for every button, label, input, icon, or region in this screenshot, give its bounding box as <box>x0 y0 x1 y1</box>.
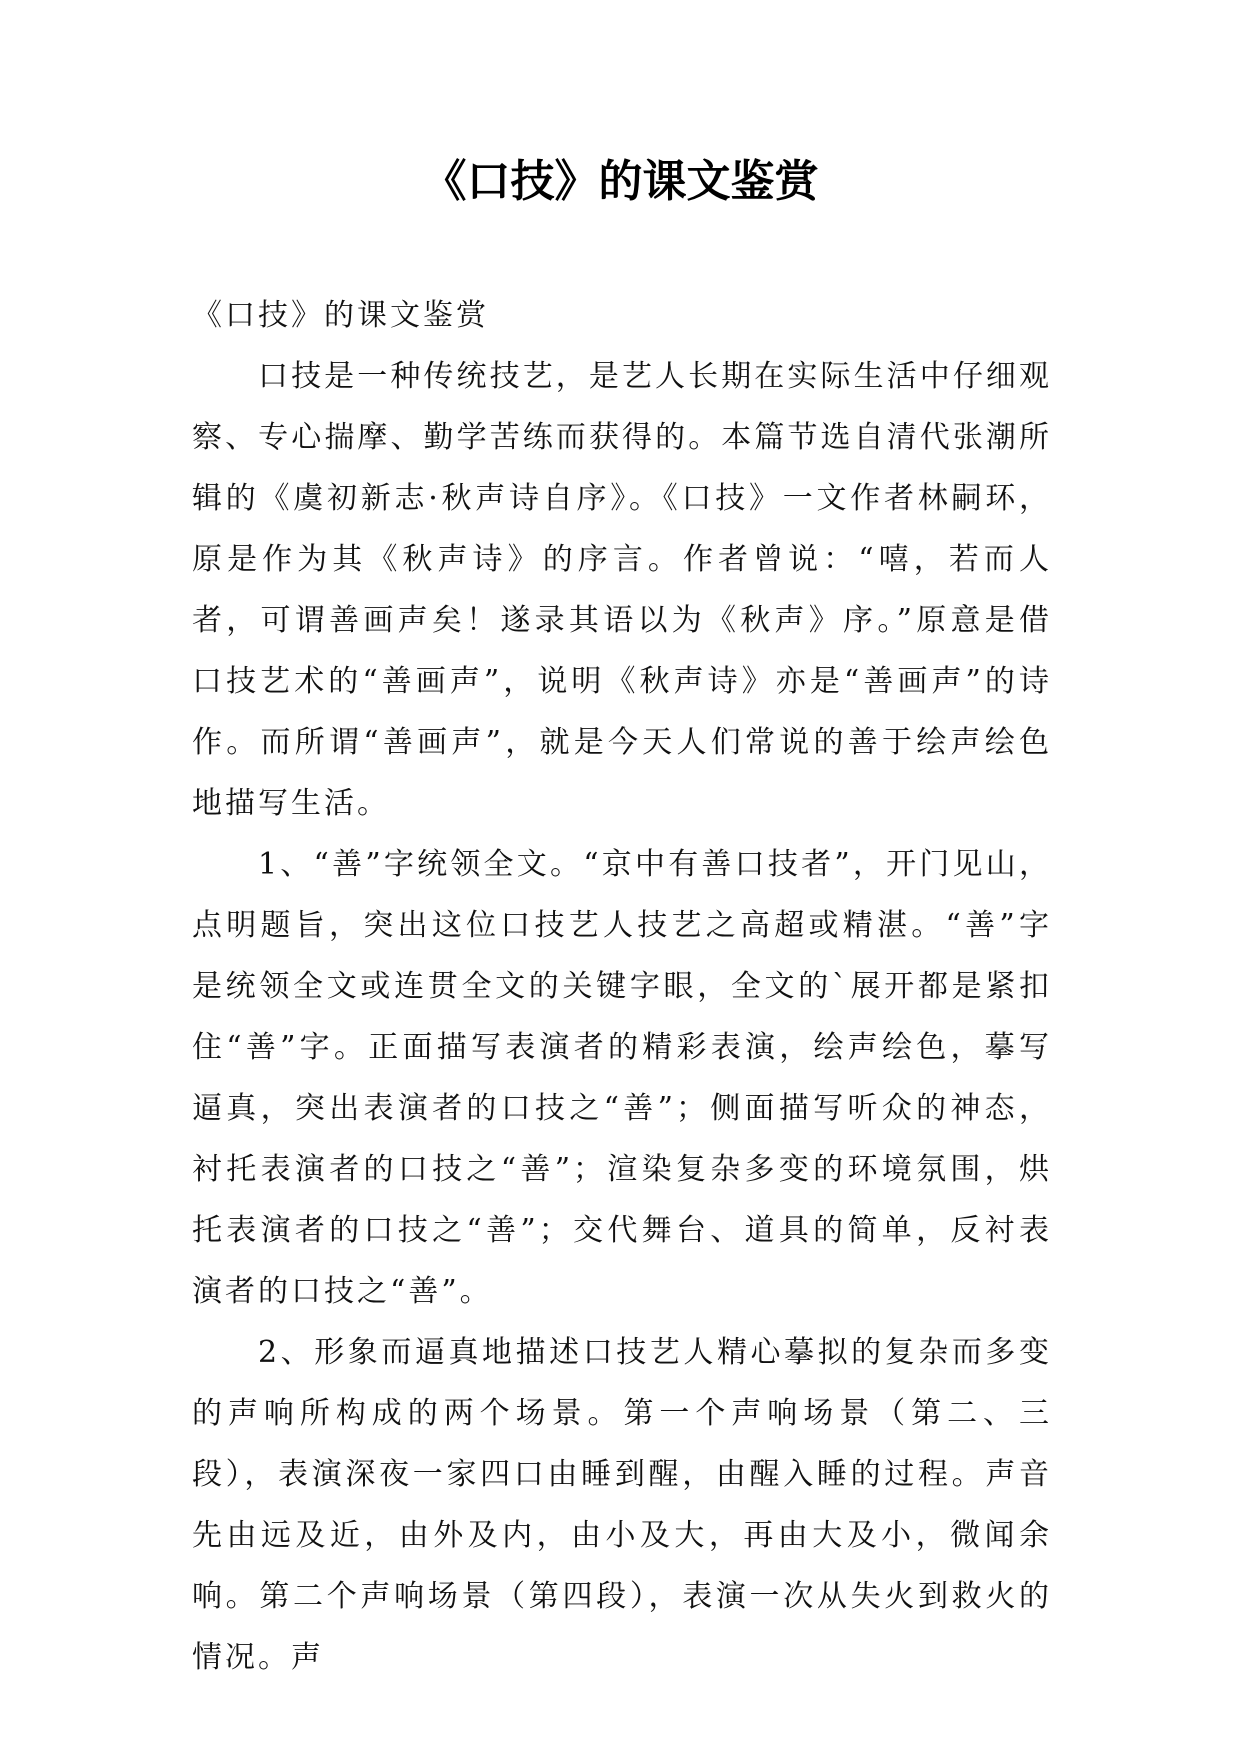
document-title: 《口技》的课文鉴赏 <box>422 156 819 207</box>
paragraph-intro: 口技是一种传统技艺，是艺人长期在实际生活中仔细观察、专心揣摩、勤学苦练而获得的。本篇节选自清代张潮所辑的《虞初新志·秋声诗自序》。《口技》一文作者林嗣环，原是作为其《秋声诗》的序言。作者曾说：“嘻，若而人者，可谓善画声矣！遂录其语以为《秋声》序。”原意是借口技艺术的“善画声”，说明《秋声诗》亦是“善画声”的诗作。而所谓“善画声”，就是今天人们常说的善于绘声绘色地描写生活。 <box>192 359 1052 821</box>
paragraph-point-1: 1、“善”字统领全文。“京中有善口技者”，开门见山，点明题旨，突出这位口技艺人技艺之高超或精湛。“善”字是统领全文或连贯全文的关键字眼，全文的`展开都是紧扣住“善”字。正面描写表演者的精彩表演，绘声绘色，摹写逼真，突出表演者的口技之“善”；侧面描写听众的神态，衬托表演者的口技之“善”；渲染复杂多变的环境氛围，烘托表演者的口技之“善”；交代舞台、道具的简单，反衬表演者的口技之“善”。 <box>192 847 1052 1309</box>
document-body <box>192 285 1052 1688</box>
paragraph-point-2: 2、形象而逼真地描述口技艺人精心摹拟的复杂而多变的声响所构成的两个场景。第一个声响场景（第二、三段），表演深夜一家四口由睡到醒，由醒入睡的过程。声音先由远及近，由外及内，由小及大，再由大及小，微闻余响。第二个声响场景（第四段），表演一次从失火到救火的情况。声 <box>192 1335 1052 1675</box>
document-subtitle: 《口技》的课文鉴赏 <box>192 298 489 333</box>
